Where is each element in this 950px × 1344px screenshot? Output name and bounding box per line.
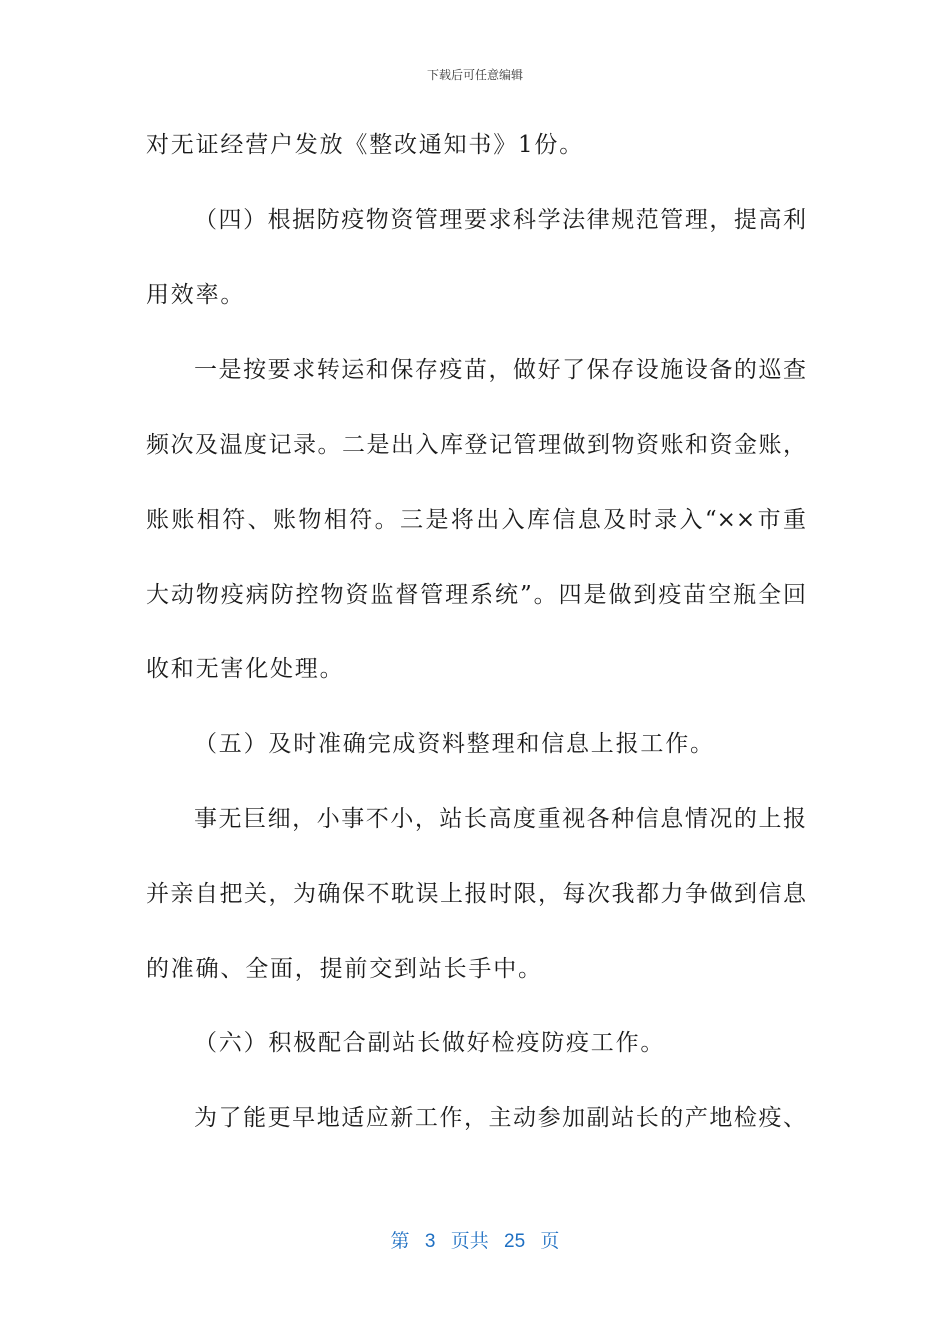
paragraph-line: 事无巨细，小事不小，站长高度重视各种信息情况的上报: [194, 806, 806, 832]
paragraph-line: 收和无害化处理。: [146, 656, 345, 682]
page-header: 下载后可任意编辑: [426, 68, 523, 82]
section-heading-5: （五）及时准确完成资料整理和信息上报工作。: [194, 731, 715, 757]
paragraph-line: 的准确、全面，提前交到站长手中。: [146, 956, 543, 982]
total-pages: 25: [504, 1231, 526, 1252]
text-line: 用效率。: [146, 282, 246, 308]
section-heading-4: （四）根据防疫物资管理要求科学法律规范管理，提高利: [194, 207, 806, 233]
paragraph-line: 一是按要求转运和保存疫苗，做好了保存设施设备的巡查: [194, 357, 806, 383]
paragraph-line: 并亲自把关，为确保不耽误上报时限，每次我都力争做到信息: [146, 881, 806, 907]
page-suffix: 页: [540, 1231, 560, 1252]
page-prefix: 第: [390, 1231, 410, 1252]
page-mid: 页共: [450, 1231, 489, 1252]
current-page-number: 3: [424, 1231, 436, 1252]
paragraph-line: 大动物疫病防控物资监督管理系统”。四是做到疫苗空瓶全回: [146, 582, 806, 608]
paragraph-line: 频次及温度记录。二是出入库登记管理做到物资账和资金账，: [146, 432, 806, 458]
section-heading-6: （六）积极配合副站长做好检疫防疫工作。: [194, 1030, 666, 1056]
paragraph-line: 账账相符、账物相符。三是将出入库信息及时录入“××市重: [146, 507, 806, 533]
page-footer: [0, 1226, 950, 1253]
text-line: 对无证经营户发放《整改通知书》1份。: [146, 132, 585, 158]
paragraph-line: 为了能更早地适应新工作，主动参加副站长的产地检疫、: [194, 1105, 806, 1131]
